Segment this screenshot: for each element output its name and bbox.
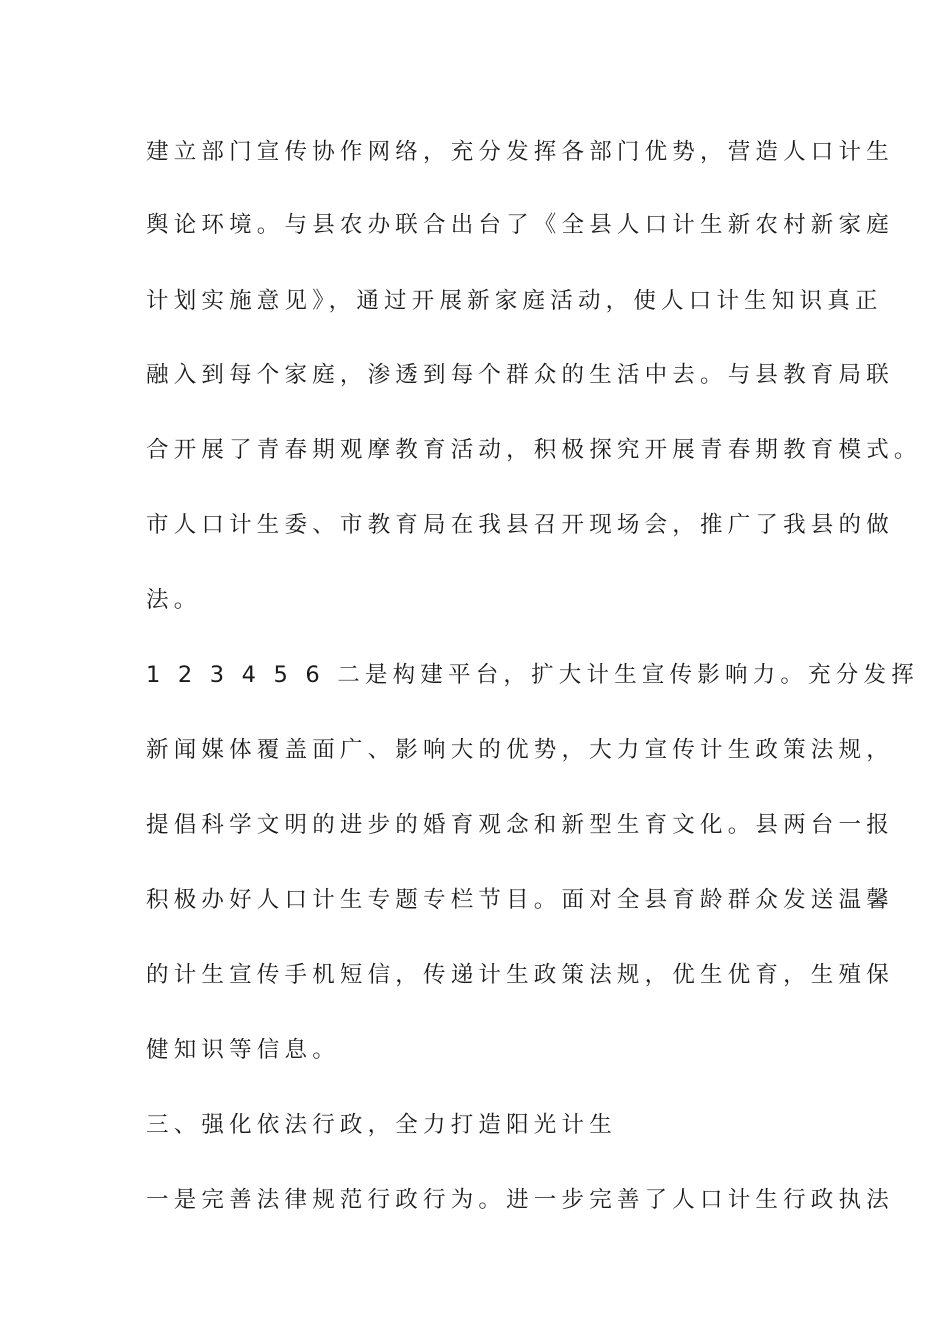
paragraph-line: 积极办好人口计生专题专栏节目。面对全县育龄群众发送温馨 <box>146 887 894 913</box>
paragraph-line: 法。 <box>146 587 202 613</box>
paragraph-line: 健知识等信息。 <box>146 1037 340 1063</box>
paragraph-line: 一是完善法律规范行政行为。进一步完善了人口计生行政执法 <box>146 1187 894 1213</box>
paragraph-line: 新闻媒体覆盖面广、影响大的优势，大力宣传计生政策法规， <box>146 737 894 763</box>
paragraph-line: 舆论环境。与县农办联合出台了《全县人口计生新农村新家庭 <box>146 212 894 238</box>
paragraph-line: 1 2 3 4 5 6 二是构建平台，扩大计生宣传影响力。充分发挥 <box>146 662 919 688</box>
paragraph-line: 计划实施意见》，通过开展新家庭活动，使人口计生知识真正 <box>146 288 883 314</box>
paragraph-line: 融入到每个家庭，渗透到每个群众的生活中去。与县教育局联 <box>146 362 894 388</box>
paragraph-line: 合开展了青春期观摩教育活动，积极探究开展青春期教育模式。 <box>146 437 922 463</box>
paragraph-line: 市人口计生委、市教育局在我县召开现场会，推广了我县的做 <box>146 512 894 538</box>
section-heading: 三、强化依法行政，全力打造阳光计生 <box>146 1112 617 1138</box>
paragraph-line: 的计生宣传手机短信，传递计生政策法规，优生优育，生殖保 <box>146 962 894 988</box>
paragraph-line: 建立部门宣传协作网络，充分发挥各部门优势，营造人口计生 <box>146 139 894 165</box>
paragraph-line: 提倡科学文明的进步的婚育观念和新型生育文化。县两台一报 <box>146 812 894 838</box>
